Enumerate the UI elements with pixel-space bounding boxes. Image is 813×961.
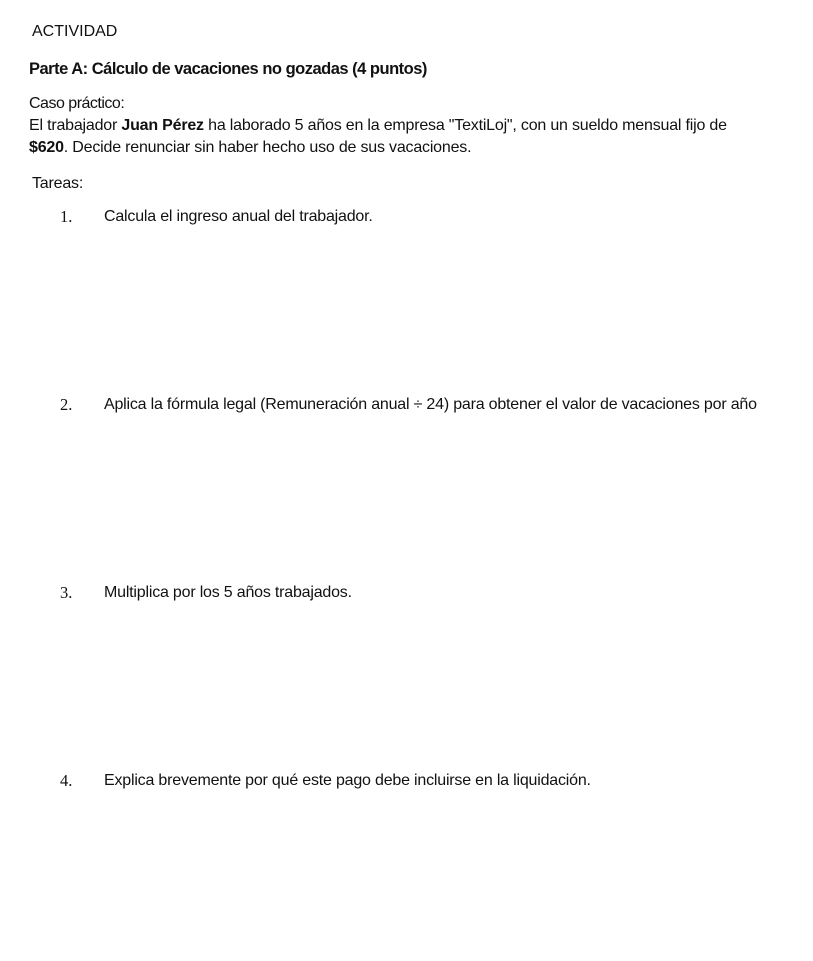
tasks-label: Tareas: <box>32 175 84 192</box>
case-label: Caso práctico: <box>29 95 125 112</box>
task-item <box>60 583 72 603</box>
task-number: 4. <box>60 771 73 790</box>
case-text-end: . Decide renunciar sin haber hecho uso de sus vacaciones. <box>63 139 472 156</box>
task-item <box>60 207 72 227</box>
case-text-pre: El trabajador <box>29 117 122 134</box>
task-number: 3. <box>60 583 73 602</box>
part-title: Parte A: Cálculo de vacaciones no gozadas (4 puntos) <box>29 60 427 78</box>
salary-amount: $620 <box>29 139 64 156</box>
activity-title: ACTIVIDAD <box>32 23 118 40</box>
task-text: Explica brevemente por qué este pago debe incluirse en la liquidación. <box>104 772 591 789</box>
worker-name: Juan Pérez <box>121 117 204 134</box>
task-text: Aplica la fórmula legal (Remuneración anual ÷ 24) para obtener el valor de vacaciones por año <box>104 396 757 413</box>
case-paragraph-line-1 <box>29 115 727 137</box>
case-paragraph-line-2 <box>29 137 471 159</box>
task-number: 1. <box>60 207 73 226</box>
task-number: 2. <box>60 395 73 414</box>
task-text: Multiplica por los 5 años trabajados. <box>104 584 352 601</box>
task-item <box>60 395 72 415</box>
task-item <box>60 771 72 791</box>
case-text-post: ha laborado 5 años en la empresa "TextiLoj", con un sueldo mensual fijo de <box>203 117 727 134</box>
task-text: Calcula el ingreso anual del trabajador. <box>104 208 373 225</box>
